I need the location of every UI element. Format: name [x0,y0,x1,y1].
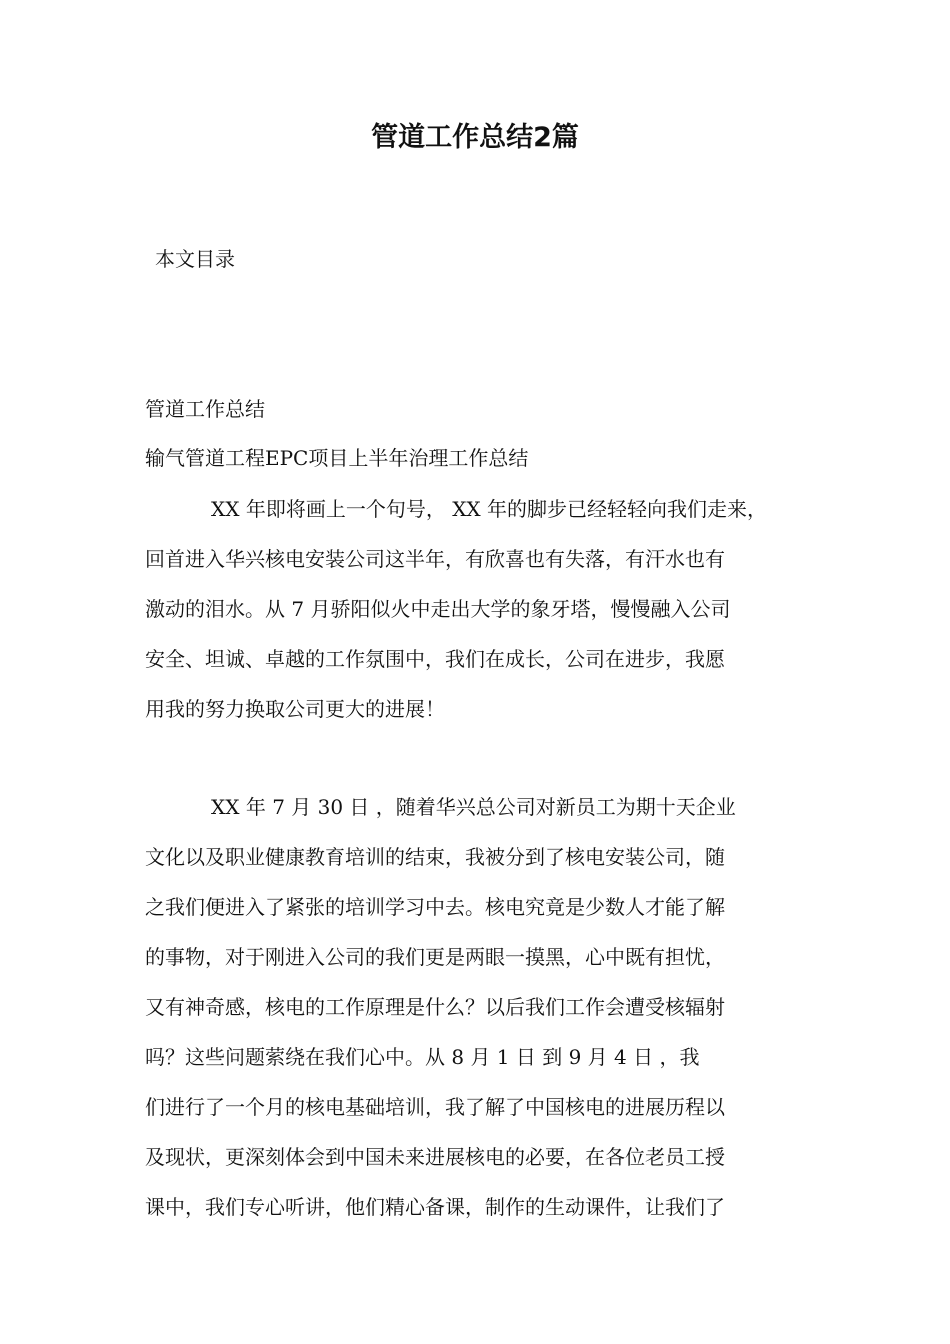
toc-entry[interactable]: 管道工作总结 [145,397,265,421]
text-line: 的事物，对于刚进入公司的我们更是两眼一摸黑，心中既有担忧， [145,945,725,969]
page-title: 管道工作总结2篇 [371,122,579,153]
text-line: 安全、坦诚、卓越的工作氛围中，我们在成长，公司在进步，我愿 [145,647,725,671]
toc-label: 本文目录 [155,247,235,271]
text-line: 吗？这些问题萦绕在我们心中。从 8 月 1 日 到 9 月 4 日 ，我 [145,1045,700,1069]
text-line: 用我的努力换取公司更大的进展！ [145,697,445,721]
text-line: XX 年 7 月 30 日 ，随着华兴总公司对新员工为期十天企业 [211,795,736,819]
text-line: XX 年即将画上一个句号， XX 年的脚步已经轻轻向我们走来， [211,497,768,521]
body-paragraph [145,782,815,1232]
toc-entry[interactable]: 输气管道工程EPC项目上半年治理工作总结 [145,446,529,470]
text-line: 及现状，更深刻体会到中国未来进展核电的必要，在各位老员工授 [145,1145,725,1169]
body-paragraph [145,484,815,734]
text-line: 回首进入华兴核电安装公司这半年，有欣喜也有失落，有汗水也有 [145,547,725,571]
text-line: 激动的泪水。从 7 月骄阳似火中走出大学的象牙塔，慢慢融入公司 [145,597,731,621]
text-line: 课中，我们专心听讲，他们精心备课，制作的生动课件，让我们了 [145,1195,725,1219]
text-line: 们进行了一个月的核电基础培训，我了解了中国核电的进展历程以 [145,1095,725,1119]
text-line: 文化以及职业健康教育培训的结束，我被分到了核电安装公司，随 [145,845,725,869]
text-line: 又有神奇感，核电的工作原理是什么？以后我们工作会遭受核辐射 [145,995,725,1019]
text-line: 之我们便进入了紧张的培训学习中去。核电究竟是少数人才能了解 [145,895,725,919]
